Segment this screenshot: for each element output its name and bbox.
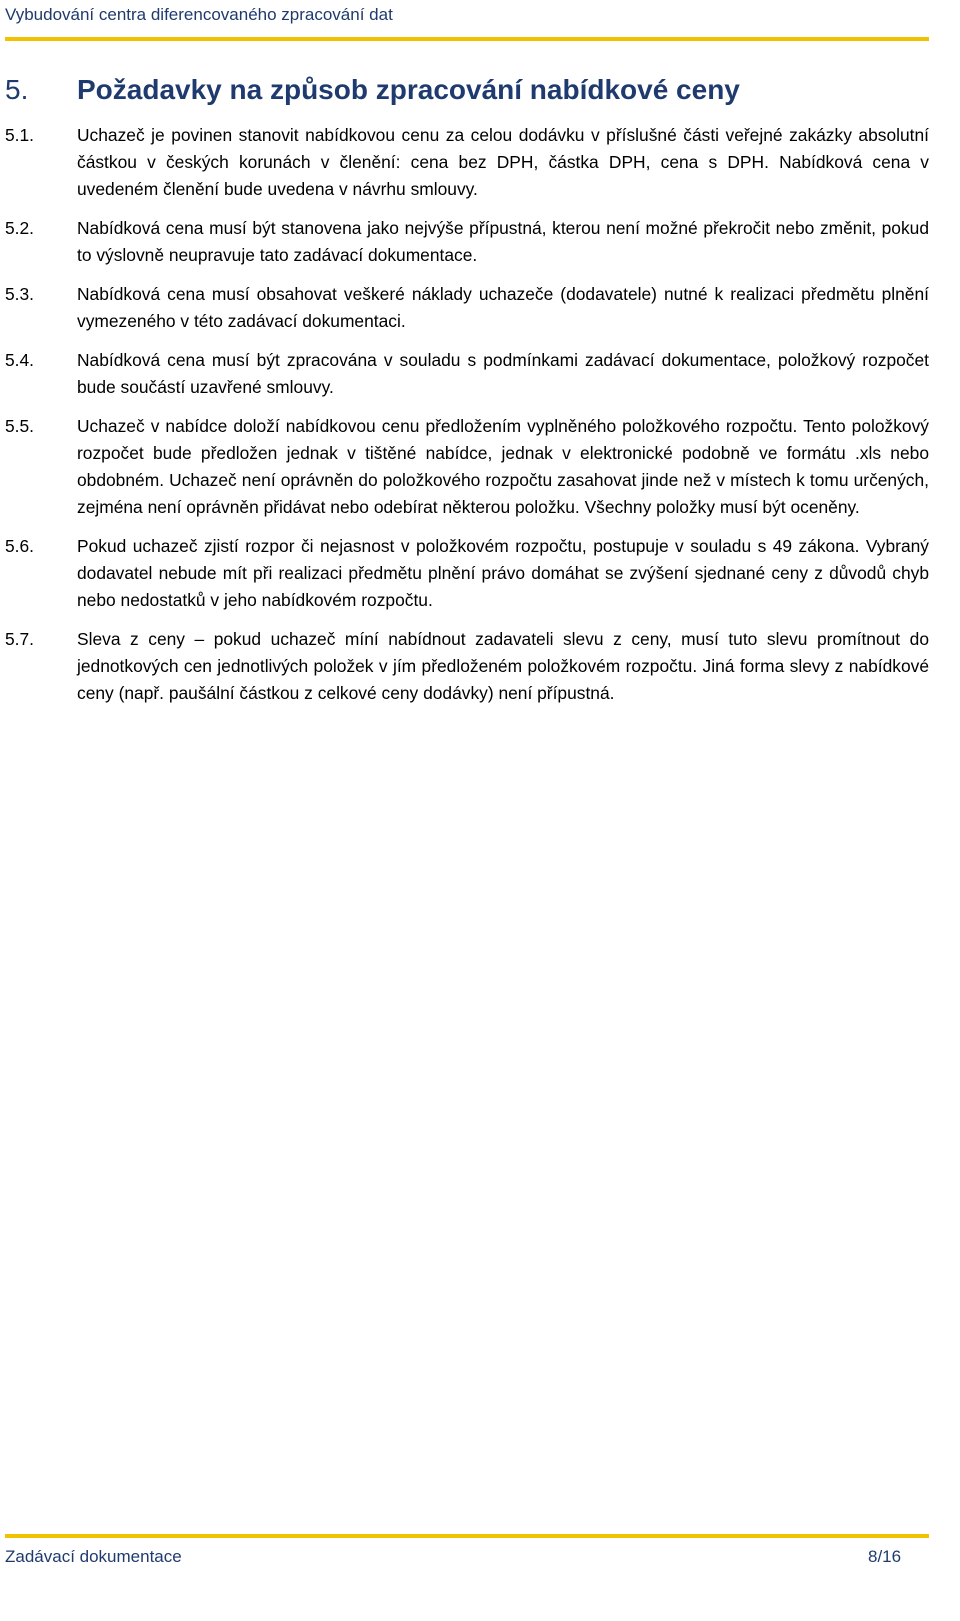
list-item [5,281,929,335]
page-header-title: Vybudování centra diferencovaného zpracování dat [5,5,393,24]
item-text: Uchazeč v nabídce doloží nabídkovou cenu předložením vyplněného položkového rozpočtu. Tento položkový rozpočet bude předložen jednak v tištěné nabídce, jednak v elektronické podobně ve formátu .xls nebo obdobném. Uchazeč není oprávněn do položkového rozpočtu zasahovat jinde než v místech k tomu určených, zejména není oprávněn přidávat nebo odebírat některou položku. Všechny položky musí být oceněny. [77,416,929,517]
header-divider [5,37,929,41]
list-item [5,533,929,614]
page-number: 8/16 [868,1547,902,1566]
item-number: 5.2. [5,218,35,238]
list-item [5,347,929,401]
item-text: Pokud uchazeč zjistí rozpor či nejasnost v položkovém rozpočtu, postupuje v souladu s 49 zákona. Vybraný dodavatel nebude mít při realizaci předmětu plnění právo domáhat se zvýšení sjednané ceny z důvodů chyb nebo nedostatků v jeho nabídkovém rozpočtu. [77,536,929,610]
item-number: 5.3. [5,284,35,304]
item-number: 5.5. [5,416,35,436]
item-number: 5.1. [5,125,35,145]
item-text: Nabídková cena musí obsahovat veškeré náklady uchazeče (dodavatele) nutné k realizaci předmětu plnění vymezeného v této zadávací dokumentaci. [77,284,929,331]
list-item [5,215,929,269]
item-text: Uchazeč je povinen stanovit nabídkovou cenu za celou dodávku v příslušné části veřejné zakázky absolutní částkou v českých korunách v členění: cena bez DPH, částka DPH, cena s DPH. Nabídková cena v uvedeném členění bude uvedena v návrhu smlouvy. [77,125,929,199]
item-number: 5.4. [5,350,35,370]
requirements-list [5,122,929,719]
section-number: 5. [5,74,29,105]
footer-divider [5,1534,929,1538]
item-number: 5.6. [5,536,35,556]
list-item [5,122,929,203]
item-text: Sleva z ceny – pokud uchazeč míní nabídnout zadavateli slevu z ceny, musí tuto slevu promítnout do jednotkových cen jednotlivých položek v jím předloženém položkovém rozpočtu. Jiná forma slevy z nabídkové ceny (např. paušální částkou z celkové ceny dodávky) není přípustná. [77,629,929,703]
footer-document-name: Zadávací dokumentace [5,1547,182,1566]
section-heading [5,70,929,110]
list-item [5,413,929,521]
section-title: Požadavky na způsob zpracování nabídkové ceny [77,74,740,105]
item-text: Nabídková cena musí být stanovena jako nejvýše přípustná, kterou není možné překročit nebo změnit, pokud to výslovně neupravuje tato zadávací dokumentace. [77,218,929,265]
item-text: Nabídková cena musí být zpracována v souladu s podmínkami zadávací dokumentace, položkový rozpočet bude součástí uzavřené smlouvy. [77,350,929,397]
list-item [5,626,929,707]
item-number: 5.7. [5,629,35,649]
